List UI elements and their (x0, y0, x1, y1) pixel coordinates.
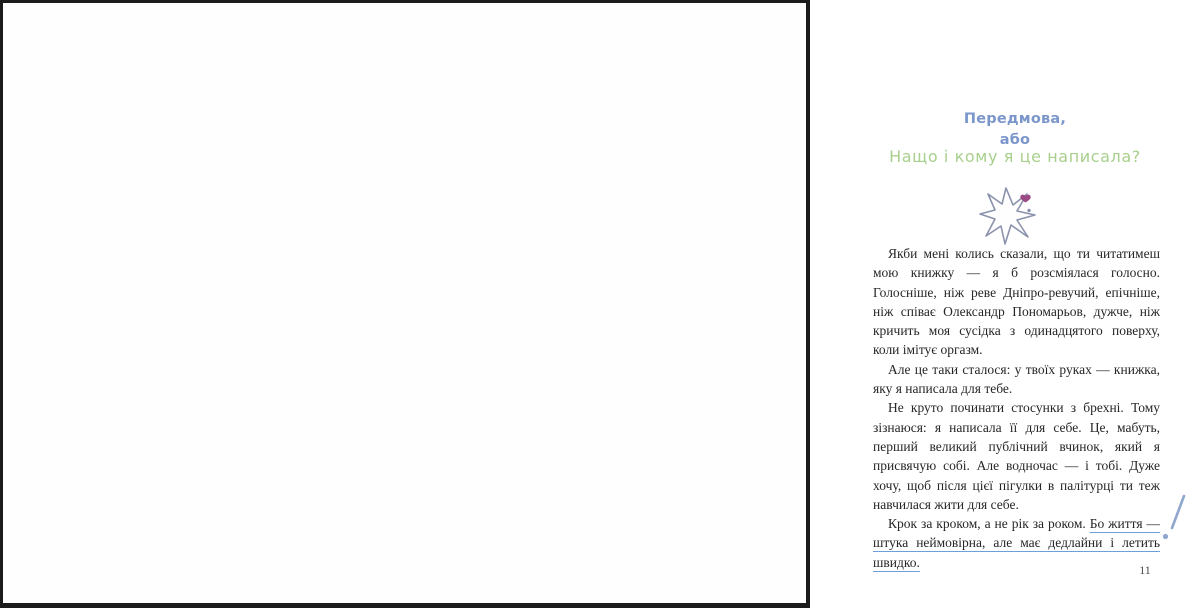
chapter-heading-line2: або (999, 132, 1031, 148)
chapter-heading-line1: Передмова, (963, 111, 1067, 127)
exclamation-stroke (1172, 496, 1184, 528)
chapter-heading (870, 109, 1160, 151)
body-text-column (873, 244, 1160, 572)
page-number: 11 (1139, 563, 1151, 577)
star-burst-icon (979, 187, 1041, 247)
dot-doodle (1027, 209, 1030, 212)
paragraph-2: Але це таки сталося: у твоїх руках — книжка, яку я написала для тебе. (873, 361, 1160, 397)
right-page (403, 3, 1161, 603)
left-page-blank (3, 3, 403, 603)
paragraph-4 (873, 514, 1160, 572)
exclamation-dot (1163, 534, 1168, 539)
paragraph-1: Якби мені колись сказали, що ти читатимеш мою книжку — я б розсміялася голосно. Голосніше, ніж реве Дніпро-ревучий, епічніше, ніж співає Олександр Пономарьов, дужче, ніж кричить моя сусідка з одинадцятого поверху, коли імітує оргазм. (873, 246, 1160, 358)
book-spread (3, 3, 1161, 603)
paragraph-4-underlined-phrase: Бо життя — штука неймовірна, але має дедлайни і летить швидко. (873, 516, 1161, 570)
paragraph-4-lead: Крок за кроком, а не рік за роком. (888, 516, 1090, 532)
chapter-subtitle: Нащо і кому я це написала? (889, 147, 1141, 166)
exclamation-mark-icon (1151, 490, 1193, 548)
paragraph-3: Не круто починати стосунки з брехні. Тому зізнаюся: я написала її для себе. Це, мабуть, перший великий публічний вчинок, який я присвячую собі. Але водночас — і тобі. Дуже хочу, щоб після цієї пігулки в палітурці ти теж навчилася жити для себе. (873, 400, 1160, 512)
